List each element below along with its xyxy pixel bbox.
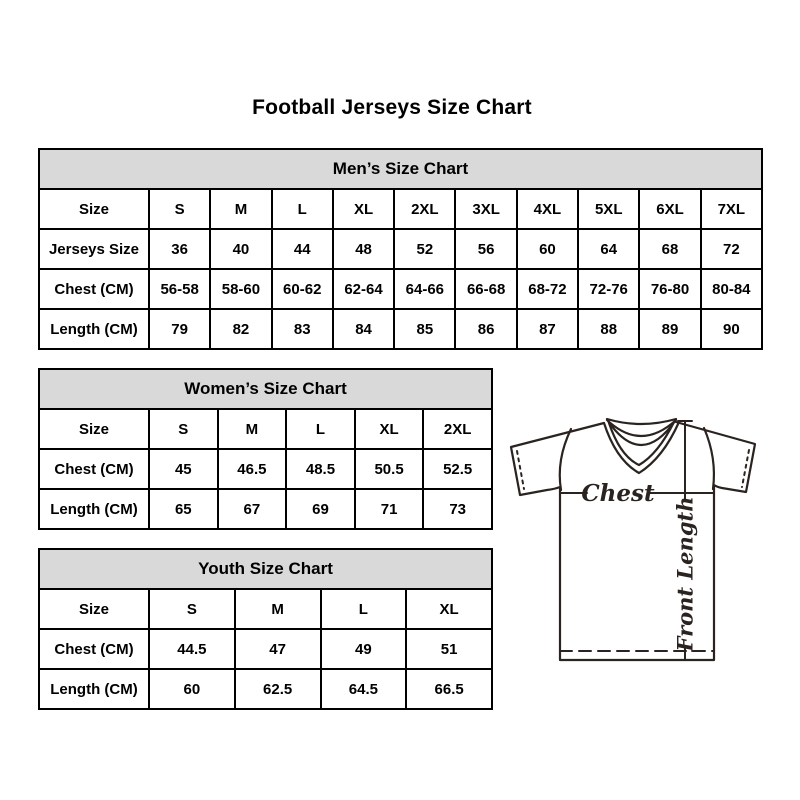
table-cell: 79	[149, 309, 210, 349]
table-cell: L	[286, 409, 355, 449]
table-cell: 2XL	[394, 189, 455, 229]
table-row	[39, 309, 762, 349]
table-cell: 36	[149, 229, 210, 269]
table-cell: 73	[423, 489, 492, 529]
chest-label: Chest	[581, 480, 655, 507]
table-cell: 76-80	[639, 269, 700, 309]
table-cell: 49	[321, 629, 407, 669]
table-cell: 68-72	[517, 269, 578, 309]
table-cell: 90	[701, 309, 762, 349]
table-cell: 3XL	[455, 189, 516, 229]
table-cell: 62.5	[235, 669, 321, 709]
front-length-label: Front Length	[672, 496, 698, 652]
table-cell: 66.5	[406, 669, 492, 709]
row-label: Length (CM)	[39, 489, 149, 529]
table-cell: 83	[272, 309, 333, 349]
mens-size-chart-table	[38, 148, 763, 350]
table-cell: 5XL	[578, 189, 639, 229]
mens-header-row	[39, 149, 762, 189]
row-label: Length (CM)	[39, 309, 149, 349]
table-cell: 66-68	[455, 269, 516, 309]
table-row	[39, 629, 492, 669]
row-label: Size	[39, 189, 149, 229]
table-cell: 87	[517, 309, 578, 349]
table-cell: 2XL	[423, 409, 492, 449]
row-label: Chest (CM)	[39, 449, 149, 489]
table-cell: XL	[355, 409, 424, 449]
table-cell: 65	[149, 489, 218, 529]
youth-header-row	[39, 549, 492, 589]
table-cell: M	[235, 589, 321, 629]
table-cell: S	[149, 589, 235, 629]
youth-table-title: Youth Size Chart	[39, 549, 492, 589]
table-cell: 50.5	[355, 449, 424, 489]
row-label: Length (CM)	[39, 669, 149, 709]
table-cell: 64-66	[394, 269, 455, 309]
table-row	[39, 449, 492, 489]
table-row	[39, 229, 762, 269]
youth-size-chart-table	[38, 548, 493, 710]
table-cell: S	[149, 409, 218, 449]
table-row	[39, 489, 492, 529]
table-cell: 80-84	[701, 269, 762, 309]
table-cell: 40	[210, 229, 271, 269]
table-cell: 62-64	[333, 269, 394, 309]
table-cell: 68	[639, 229, 700, 269]
table-cell: 64.5	[321, 669, 407, 709]
table-cell: 89	[639, 309, 700, 349]
table-cell: 72-76	[578, 269, 639, 309]
table-row	[39, 189, 762, 229]
table-cell: 60	[517, 229, 578, 269]
page-title: Football Jerseys Size Chart	[252, 96, 532, 119]
womens-table-title: Women’s Size Chart	[39, 369, 492, 409]
table-cell: 46.5	[218, 449, 287, 489]
jersey-diagram-svg	[503, 408, 765, 668]
table-cell: L	[321, 589, 407, 629]
table-cell: 60-62	[272, 269, 333, 309]
table-cell: 44	[272, 229, 333, 269]
table-cell: M	[210, 189, 271, 229]
table-cell: 88	[578, 309, 639, 349]
table-cell: 7XL	[701, 189, 762, 229]
table-row	[39, 669, 492, 709]
table-cell: 56	[455, 229, 516, 269]
table-cell: S	[149, 189, 210, 229]
table-cell: XL	[406, 589, 492, 629]
table-cell: 84	[333, 309, 394, 349]
jersey-collar-top	[607, 419, 676, 424]
table-cell: 48	[333, 229, 394, 269]
row-label: Size	[39, 589, 149, 629]
jersey-left-sleeve-seam	[560, 429, 571, 490]
table-cell: 51	[406, 629, 492, 669]
table-cell: 67	[218, 489, 287, 529]
table-cell: 64	[578, 229, 639, 269]
jersey-measurement-diagram	[503, 408, 765, 668]
table-cell: 52.5	[423, 449, 492, 489]
table-row	[39, 409, 492, 449]
womens-size-chart-table	[38, 368, 493, 530]
mens-table-title: Men’s Size Chart	[39, 149, 762, 189]
row-label: Chest (CM)	[39, 269, 149, 309]
row-label: Size	[39, 409, 149, 449]
table-cell: 4XL	[517, 189, 578, 229]
row-label: Chest (CM)	[39, 629, 149, 669]
table-cell: 44.5	[149, 629, 235, 669]
table-cell: 45	[149, 449, 218, 489]
table-cell: 6XL	[639, 189, 700, 229]
table-cell: 56-58	[149, 269, 210, 309]
table-row	[39, 589, 492, 629]
womens-header-row	[39, 369, 492, 409]
table-cell: 85	[394, 309, 455, 349]
table-cell: 71	[355, 489, 424, 529]
table-cell: 72	[701, 229, 762, 269]
table-cell: 69	[286, 489, 355, 529]
table-cell: 48.5	[286, 449, 355, 489]
row-label: Jerseys Size	[39, 229, 149, 269]
table-cell: 60	[149, 669, 235, 709]
table-row	[39, 269, 762, 309]
table-cell: M	[218, 409, 287, 449]
table-cell: 86	[455, 309, 516, 349]
table-cell: XL	[333, 189, 394, 229]
table-cell: 82	[210, 309, 271, 349]
table-cell: 47	[235, 629, 321, 669]
table-cell: 52	[394, 229, 455, 269]
table-cell: L	[272, 189, 333, 229]
jersey-right-sleeve-seam	[704, 428, 714, 489]
table-cell: 58-60	[210, 269, 271, 309]
